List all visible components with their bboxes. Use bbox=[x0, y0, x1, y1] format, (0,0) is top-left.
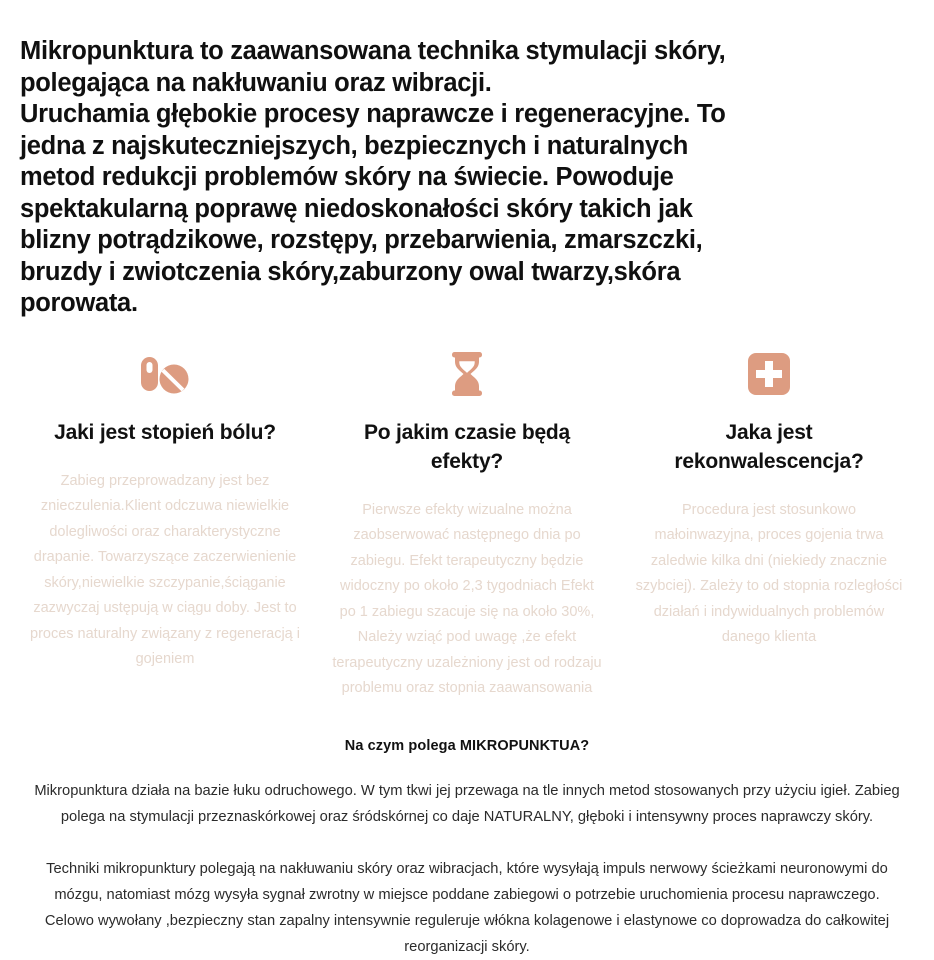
intro-line-4: jedna z najskuteczniejszych, bezpiecznych i naturalnych bbox=[20, 131, 688, 160]
feature-title-effects: Po jakim czasie będą efekty? bbox=[363, 420, 571, 473]
intro-line-2: polegająca na nakłuwaniu oraz wibracji. bbox=[20, 68, 492, 97]
explanation-heading: Na czym polega MIKROPUNKTUA? bbox=[344, 737, 590, 754]
intro-line-6: spektakularną poprawę niedoskonałości skóry takich jak bbox=[20, 194, 693, 223]
feature-title-pain: Jaki jest stopień bólu? bbox=[54, 420, 276, 444]
explanation-paragraph-1: Mikropunktura działa na bazie łuku odruchowego. W tym tkwi jej przewaga na tle innych metod stosowanych przy użyciu igieł. Zabieg polega na stymulacji przeznaskórkowej oraz śródskórnej co daje NATURALNY, głęboki i intensywny proces naprawczy skóry. bbox=[34, 782, 900, 825]
medical-cross-icon bbox=[630, 346, 908, 402]
intro-line-3: Uruchamia głębokie procesy naprawcze i regeneracyjne. To bbox=[20, 100, 726, 128]
feature-body-pain: Zabieg przeprowadzany jest bez znieczulenia.Klient odczuwa niewielkie dolegliwości oraz charakterystyczne drapanie. Towarzyszące zaczerwienienie skóry,niewielkie szczypanie,ściąganie zazwyczaj ustępują w ciągu doby. Jest to proces naturalny związany z regeneracją i gojeniem bbox=[30, 472, 300, 667]
hourglass-icon bbox=[328, 346, 606, 402]
intro-line-1: Mikropunktura to zaawansowana technika stymulacji skóry, bbox=[20, 37, 726, 65]
feature-body-recovery: Procedura jest stosunkowo małoinwazyjna, proces gojenia trwa zaledwie kilka dni (niekiedy znacznie szybciej). Zależy to od stopnia rozległości działań i indywidualnych problemów danego klienta bbox=[635, 501, 903, 645]
intro-line-8: bruzdy i zwiotczenia skóry,zaburzony owal twarzy,skóra bbox=[20, 257, 681, 286]
pills-icon bbox=[26, 346, 304, 402]
feature-column-recovery bbox=[618, 346, 920, 651]
intro-line-5: metod redukcji problemów skóry na świecie. Powoduje bbox=[20, 163, 674, 191]
feature-columns bbox=[14, 346, 920, 702]
feature-title-recovery: Jaka jest rekonwalescencja? bbox=[674, 420, 864, 473]
explanation-paragraph-2: Techniki mikropunktury polegają na nakłuwaniu skóry oraz wibracjach, które wysyłają impuls nerwowy ścieżkami neuronowymi do mózgu, natomiast mózg wysyła sygnał zwrotny w miejsce poddane zabiegowi o potrzebie uruchomienia procesu naprawczego. Celowo wywołany ,bezpieczny stan zapalny intensywnie reguleruje włókna kolagenowe i elastynowe co doprowadza do całkowitej reorganizacji skóry. bbox=[44, 860, 890, 955]
intro-section bbox=[14, 0, 920, 320]
feature-column-effects bbox=[316, 346, 618, 702]
explanation-section bbox=[14, 736, 920, 960]
intro-line-7: blizny potrądzikowe, rozstępy, przebarwienia, zmarszczki, bbox=[20, 226, 703, 254]
feature-body-effects: Pierwsze efekty wizualne można zaobserwować następnego dnia po zabiegu. Efekt terapeutyczny będzie widoczny po około 2,3 tygodniach Efekt po 1 zabiegu szacuje się na około 30%, Należy wziąć pod uwagę ,że efekt terapeutyczny uzależniony jest od rodzaju problemu oraz stopnia zaawansowania bbox=[332, 501, 602, 696]
intro-line-9: porowata. bbox=[20, 289, 138, 317]
feature-column-pain bbox=[14, 346, 316, 673]
